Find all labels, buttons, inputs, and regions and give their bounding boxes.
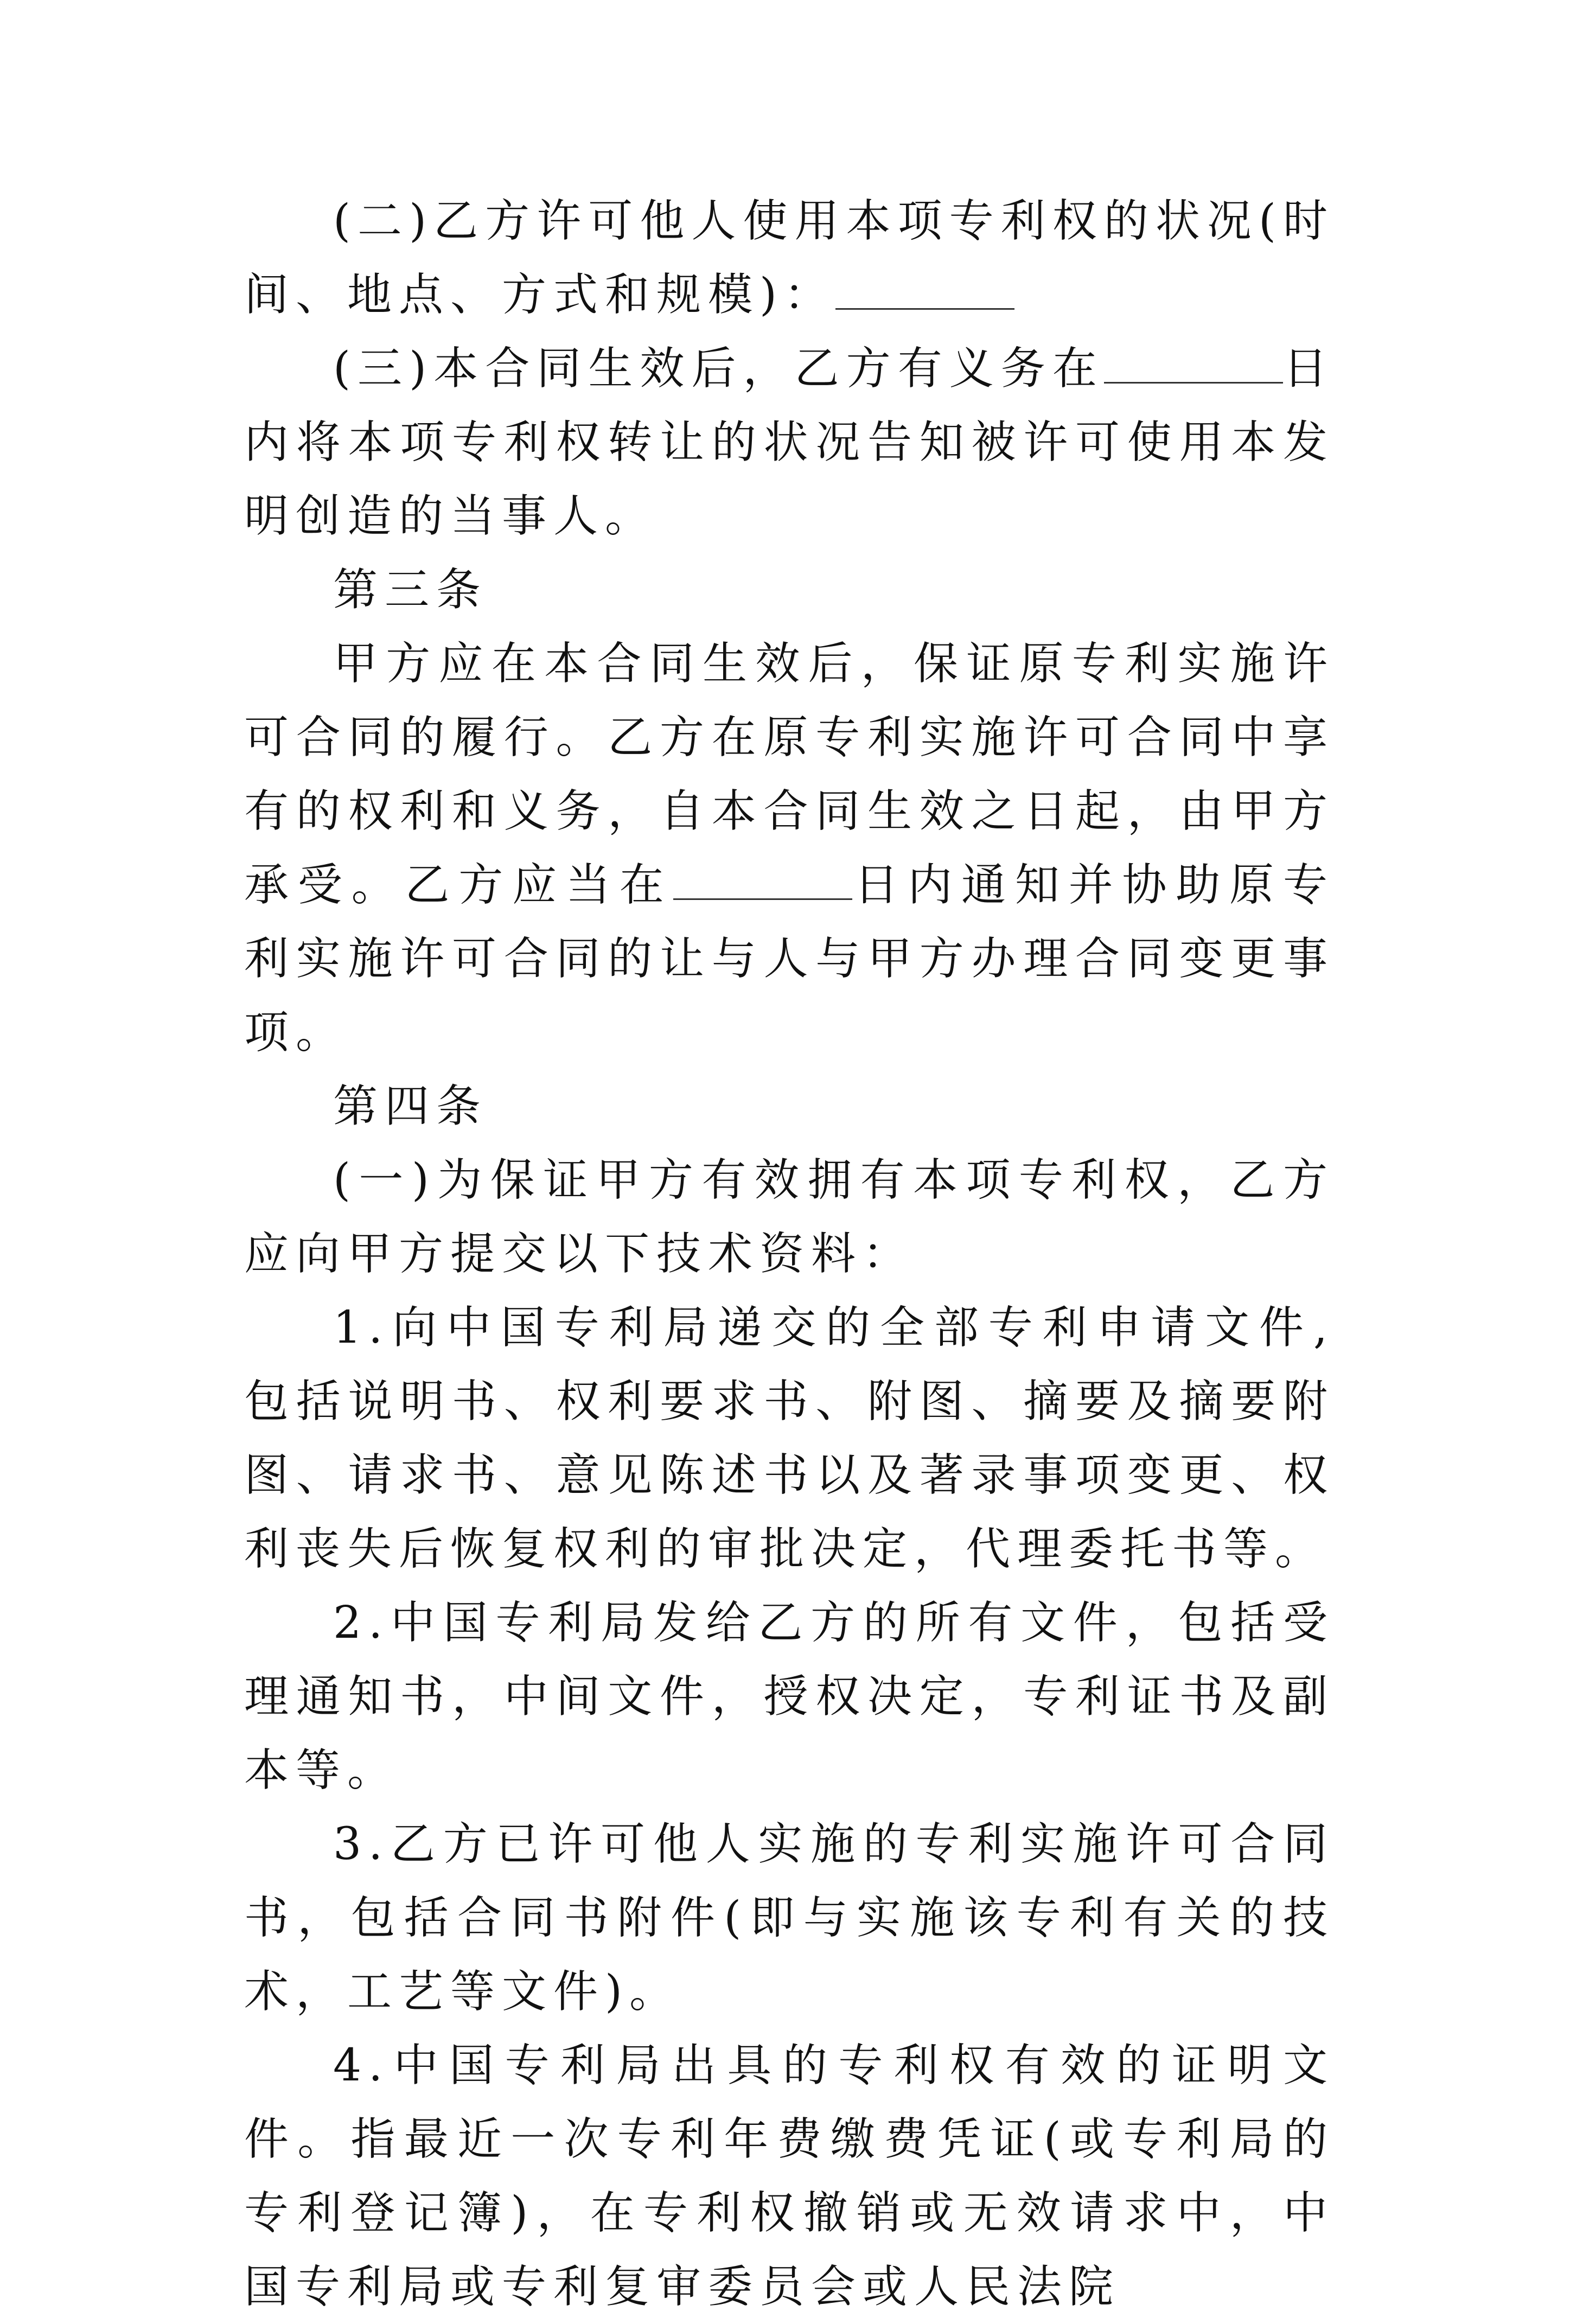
article-4-item-2: 2.中国专利局发给乙方的所有文件，包括受理通知书，中间文件，授权决定，专利证书及副本等。 (244, 1597, 1335, 1796)
article-4-intro: (一)为保证甲方有效拥有本项专利权，乙方应向甲方提交以下技术资料： (244, 1154, 1335, 1280)
article-4-heading: 第四条 (333, 1081, 488, 1132)
article-3-heading: 第三条 (333, 564, 488, 616)
clause-item-3-text-before: (三)本合同生效后，乙方有义务在 (333, 343, 1104, 394)
clause-item-3 (244, 332, 1335, 553)
article-4-item-4: 4.中国专利局出具的专利权有效的证明文件。指最近一次专利年费缴费凭证(或专利局的专利登记簿)，在专利权撤销或无效请求中，中国专利局或专利复审委员会或人民法院 (244, 2040, 1335, 2313)
fill-in-blank (673, 866, 852, 900)
article-3-text-before: 甲方应在本合同生效后，保证原专利实施许可合同的履行。乙方在原专利实施许可合同中享有的权利和义务，自本合同生效之日起，由甲方承受。乙方应当在 (244, 638, 1335, 911)
article-4-item-3: 3.乙方已许可他人实施的专利实施许可合同书，包括合同书附件(即与实施该专利有关的技术，工艺等文件)。 (244, 1818, 1335, 2017)
article-3-text-after: 日内通知并协助原专利实施许可合同的让与人与甲方办理合同变更事项。 (244, 859, 1335, 1058)
fill-in-blank (1104, 349, 1283, 384)
article-4-item-1: 1.向中国专利局递交的全部专利申请文件,包括说明书、权利要求书、附图、摘要及摘要附图、请求书、意见陈述书以及著录事项变更、权利丧失后恢复权利的审批决定，代理委托书等。 (244, 1302, 1335, 1575)
clause-item-2 (244, 184, 1335, 332)
clause-item-3-text-after: 日内将本项专利权转让的状况告知被许可使用本发明创造的当事人。 (244, 343, 1335, 542)
article-3-paragraph (244, 627, 1335, 1070)
fill-in-blank (835, 276, 1014, 310)
document-page (244, 184, 1335, 2324)
clause-item-2-text: (二)乙方许可他人使用本项专利权的状况(时间、地点、方式和规模)： (244, 195, 1335, 321)
